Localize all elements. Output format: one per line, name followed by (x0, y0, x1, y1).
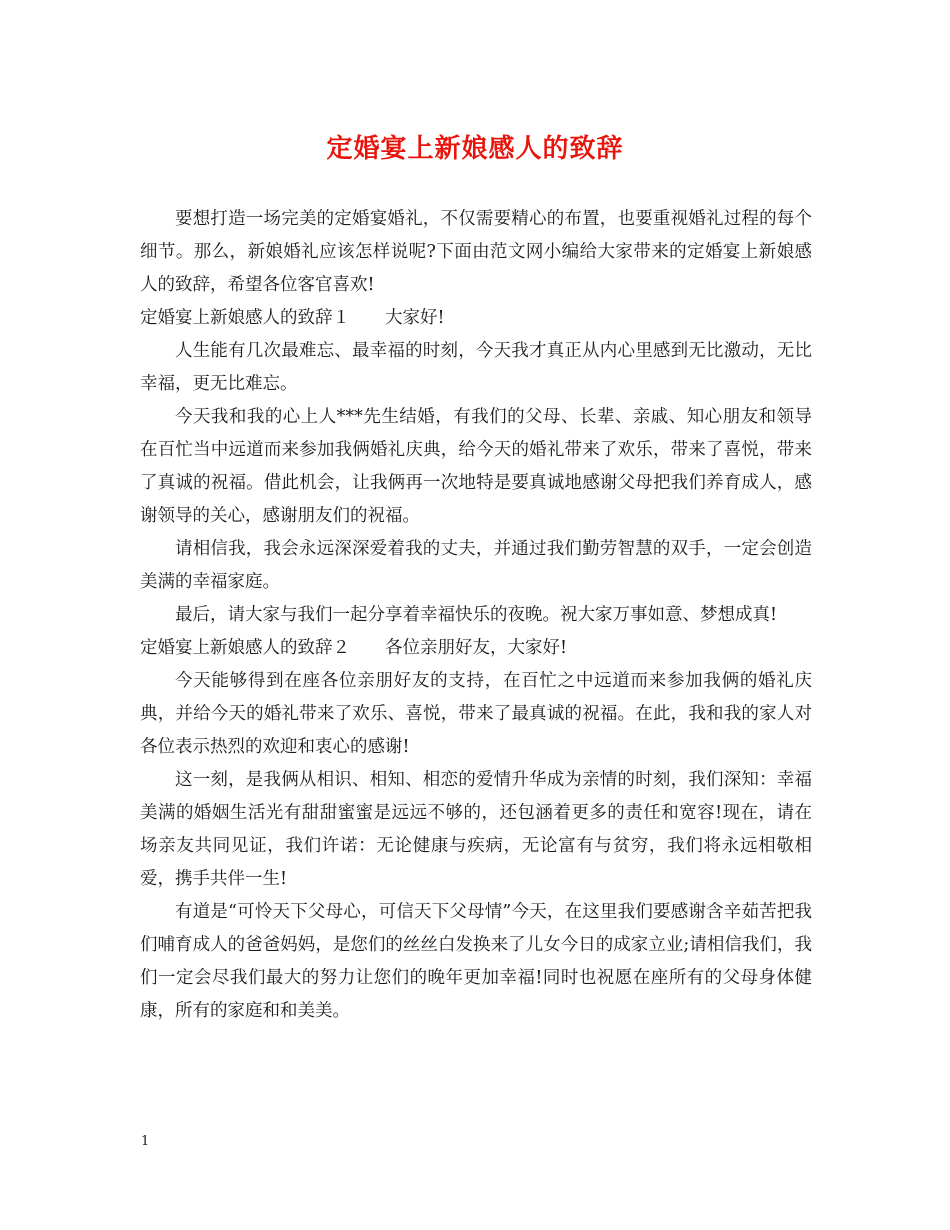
paragraph: 请相信我，我会永远深深爱着我的丈夫，并通过我们勤劳智慧的双手，一定会创造美满的幸福家庭。 (140, 539, 812, 592)
paragraph-intro: 要想打造一场完美的定婚宴婚礼，不仅需要精心的布置，也要重视婚礼过程的每个细节。那么，新娘婚礼应该怎样说呢?下面由范文网小编给大家带来的定婚宴上新娘感人的致辞，希望各位客官喜欢! (140, 209, 812, 295)
section-heading-1: 定婚宴上新娘感人的致辞１ 大家好! (140, 308, 445, 328)
paragraph: 今天我和我的心上人***先生结婚，有我们的父母、长辈、亲戚、知心朋友和领导在百忙当中远道而来参加我俩婚礼庆典，给今天的婚礼带来了欢乐，带来了喜悦，带来了真诚的祝福。借此机会，让我俩再一次地特是要真诚地感谢父母把我们养育成人，感谢领导的关心，感谢朋友们的祝福。 (140, 407, 812, 526)
document-title: 定婚宴上新娘感人的致辞 (326, 134, 624, 164)
paragraph: 有道是“可怜天下父母心，可信天下父母情”今天，在这里我们要感谢含辛茹苦把我们哺育成人的爸爸妈妈，是您们的丝丝白发换来了儿女今日的成家立业;请相信我们，我们一定会尽我们最大的努力让您们的晚年更加幸福!同时也祝愿在座所有的父母身体健康，所有的家庭和和美美。 (140, 902, 812, 1021)
section-heading-2: 定婚宴上新娘感人的致辞２ 各位亲朋好友，大家好! (140, 638, 568, 658)
paragraph: 人生能有几次最难忘、最幸福的时刻，今天我才真正从内心里感到无比激动，无比幸福，更无比难忘。 (140, 341, 812, 394)
paragraph: 最后，请大家与我们一起分享着幸福快乐的夜晚。祝大家万事如意、梦想成真! (175, 605, 778, 625)
paragraph: 这一刻，是我俩从相识、相知、相恋的爱情升华成为亲情的时刻，我们深知：幸福美满的婚姻生活光有甜甜蜜蜜是远远不够的，还包涵着更多的责任和宽容!现在，请在场亲友共同见证，我们许诺：无论健康与疾病，无论富有与贫穷，我们将永远相敬相爱，携手共伴一生! (140, 770, 812, 889)
page-number: 1 (141, 1134, 150, 1149)
document-body (140, 203, 812, 1028)
paragraph: 今天能够得到在座各位亲朋好友的支持，在百忙之中远道而来参加我俩的婚礼庆典，并给今天的婚礼带来了欢乐、喜悦，带来了最真诚的祝福。在此，我和我的家人对各位表示热烈的欢迎和衷心的感谢! (140, 671, 812, 757)
